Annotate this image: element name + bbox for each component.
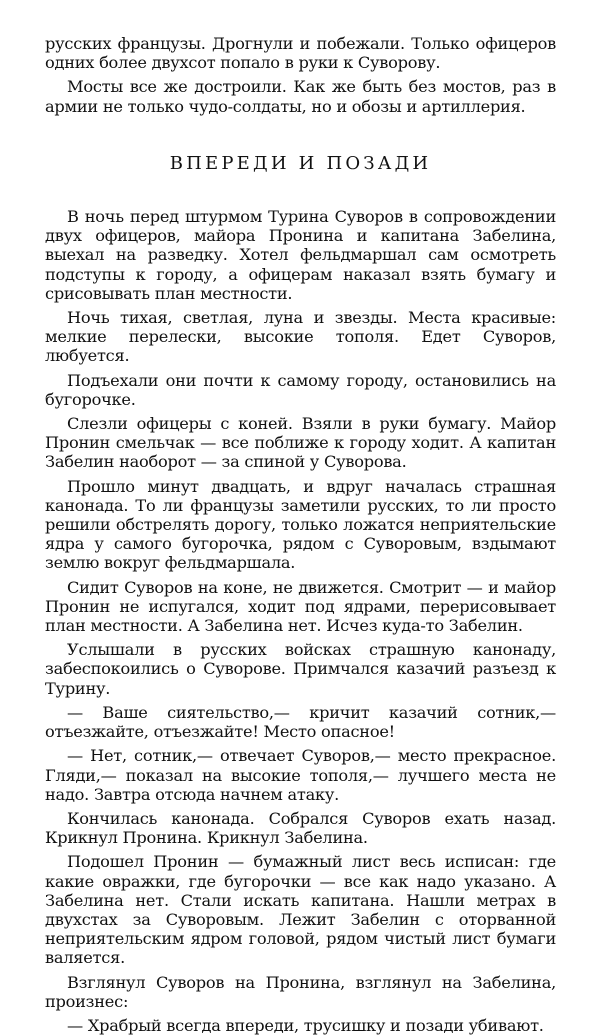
paragraph: В ночь перед штурмом Турина Суворов в сопровождении двух офицеров, майора Пронина и капитана Забелина, выехал на разведку. Хотел фельдмаршал сам осмотреть подступы к городу, а офицерам наказал взять бумагу и срисовывать план местности. [45, 207, 556, 303]
chapter-heading: ВПЕРЕДИ И ПОЗАДИ [169, 152, 432, 174]
paragraph: Сидит Суворов на коне, не движется. Смотрит — и майор Пронин не испугался, ходит под ядрами, перерисовывает план местности. А Забелина нет. Исчез куда-то Забелин. [45, 577, 556, 636]
dialogue-line: — Ваше сиятельство,— кричит казачий сотник,— отъезжайте, отъезжайте! Место опасное! [45, 702, 556, 742]
paragraph: Прошло минут двадцать, и вдруг началась страшная канонада. То ли французы заметили русских, то ли просто решили обстрелять дорогу, только ложатся неприятельские ядра у самого бугорочка, рядом с Суворовым, вздымают землю вокруг фельдмаршала. [45, 476, 556, 573]
paragraph: Подъехали они почти к самому городу, остановились на бугорочке. [45, 370, 556, 409]
paragraph: Слезли офицеры с коней. Взяли в руки бумагу. Майор Пронин смельчак — все поближе к городу ходит. А капитан Забелин наоборот — за спиной у Суворова. [45, 414, 556, 472]
paragraph: Подошел Пронин — бумажный лист весь исписан: где какие овражки, где бугорочки — все как надо указано. А Забелина нет. Стали искать капитана. Нашли метрах в двухстах за Суворовым. Лежит Забелин с оторванной неприятельским ядром головой, рядом чистый лист бумаги валяется. [45, 852, 556, 968]
dialogue-line: — Нет, сотник,— отвечает Суворов,— место прекрасное. Гляди,— показал на высокие тополя,— лучшего места не надо. Завтра отсюда начнем атаку. [45, 746, 556, 804]
paragraph: Кончилась канонада. Собрался Суворов ехать назад. Крикнул Пронина. Крикнул Забелина. [45, 808, 556, 848]
paragraph: Мосты все же достроили. Как же быть без мостов, раз в армии не только чудо-солдаты, но и обозы и артиллерия. [45, 77, 556, 116]
dialogue-line: — Храбрый всегда впереди, трусишку и позади убивают. [67, 1015, 544, 1035]
paragraph: Ночь тихая, светлая, луна и звезды. Места красивые: мелкие перелески, высокие тополя. Едет Суворов, любуется. [45, 308, 556, 366]
paragraph-continued: русских французы. Дрогнули и побежали. Только офицеров одних более двухсот попало в руки к Суворову. [45, 34, 556, 73]
paragraph: Взглянул Суворов на Пронина, взглянул на Забелина, произнес: [45, 972, 556, 1011]
paragraph: Услышали в русских войсках страшную канонаду, забеспокоились о Суворове. Примчался казачий разъезд к Турину. [45, 640, 556, 698]
